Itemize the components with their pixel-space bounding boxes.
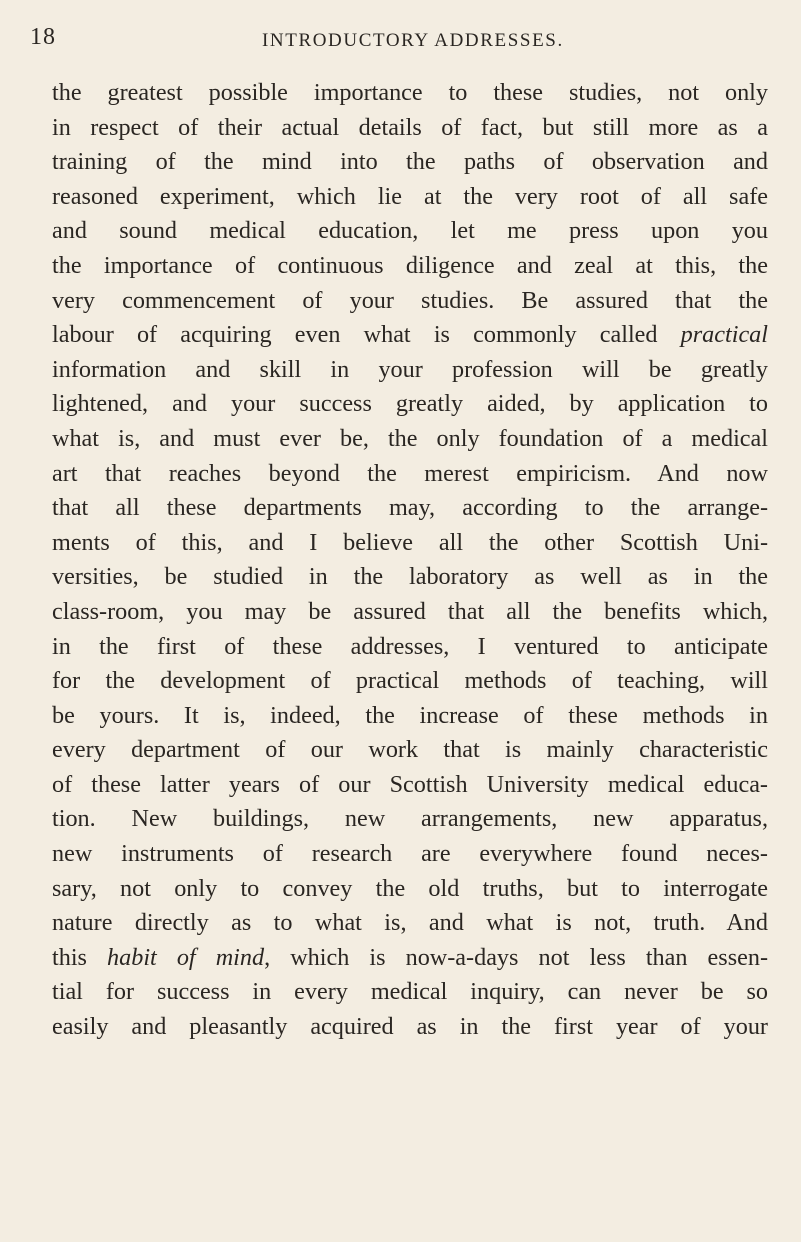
page-number: 18 [30, 24, 56, 50]
body-paragraph [52, 76, 768, 1045]
text-line: this habit of mind, which is now-a-days not less than essen- [52, 943, 768, 971]
page-header [0, 24, 801, 54]
text-line: what is, and must ever be, the only foundation of a medical [52, 424, 768, 452]
text-line: be yours. It is, indeed, the increase of these methods in [52, 701, 768, 729]
text-line: for the development of practical methods of teaching, will [52, 667, 768, 695]
text-line: versities, be studied in the laboratory as well as in the [52, 563, 768, 591]
text-line: tial for success in every medical inquiry, can never be so [52, 978, 768, 1006]
text-line: ments of this, and I believe all the other Scottish Uni- [52, 528, 768, 556]
text-line: lightened, and your success greatly aided, by application to [52, 390, 768, 418]
text-line: tion. New buildings, new arrangements, new apparatus, [52, 805, 768, 833]
text-line: that all these departments may, according to the arrange- [52, 494, 768, 522]
text-line: of these latter years of our Scottish University medical educa- [52, 770, 768, 798]
italic-emphasis: habit of mind [107, 943, 265, 971]
running-head: INTRODUCTORY ADDRESSES. [262, 30, 564, 51]
text-line: in respect of their actual details of fact, but still more as a [52, 113, 768, 141]
italic-emphasis: practical [680, 321, 768, 349]
text-line: nature directly as to what is, and what is not, truth. And [52, 909, 768, 937]
text-line: the greatest possible importance to these studies, not only [52, 79, 768, 106]
text-line: training of the mind into the paths of observation and [52, 148, 768, 176]
text-line: reasoned experiment, which lie at the very root of all safe [52, 182, 768, 210]
text-line: sary, not only to convey the old truths, but to interrogate [52, 874, 768, 902]
text-line: information and skill in your profession will be greatly [52, 355, 768, 383]
text-line: easily and pleasantly acquired as in the first year of your [52, 1013, 768, 1041]
text-line: the importance of continuous diligence and zeal at this, the [52, 251, 768, 279]
text-line: art that reaches beyond the merest empiricism. And now [52, 459, 768, 487]
text-line: every department of our work that is mainly characteristic [52, 736, 768, 764]
text-line: very commencement of your studies. Be assured that the [52, 286, 768, 314]
text-line: new instruments of research are everywhere found neces- [52, 840, 768, 868]
text-line: class-room, you may be assured that all the benefits which, [52, 597, 768, 625]
text-line: in the first of these addresses, I ventured to anticipate [52, 632, 768, 660]
text-line: and sound medical education, let me press upon you [52, 217, 768, 245]
text-line: labour of acquiring even what is commonly called practical [52, 321, 768, 349]
